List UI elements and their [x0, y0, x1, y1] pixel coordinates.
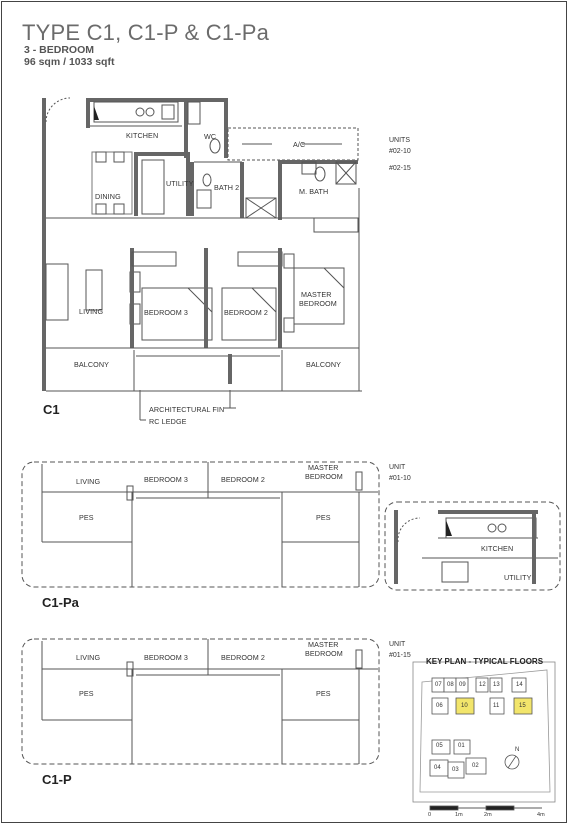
room-label-master-bedroom-line2: BEDROOM [299, 299, 337, 308]
plan-type-title: TYPE C1, C1-P & C1-Pa [22, 20, 270, 45]
room-label-bedroom2: BEDROOM 2 [224, 308, 269, 317]
floor-plan-sheet [1, 1, 567, 823]
bedroom-count: 3 - BEDROOM [24, 44, 95, 56]
key-stack-label: 12 [479, 682, 486, 688]
c1p-unit-item: #01-15 [389, 652, 411, 659]
room-label-wc: WC [204, 132, 217, 141]
key-stack-label: 11 [493, 703, 500, 709]
pa-room-label-living: LIVING [76, 477, 101, 486]
c1-unit-item: #02-10 [389, 148, 411, 155]
pa-room-label-pes-right: PES [316, 513, 331, 522]
key-stack-label: 07 [435, 682, 442, 688]
key-stack-label: 05 [436, 743, 443, 749]
room-label-utility: UTILITY [166, 179, 194, 188]
room-label-dining: DINING [95, 192, 121, 201]
c1p-unit-list [389, 639, 411, 661]
pa-room-label-master-line2: BEDROOM [305, 472, 343, 481]
pa-room-label-kitchen: KITCHEN [481, 544, 514, 553]
plan-name-c1: C1 [43, 402, 60, 417]
c1pa-unit-item: #01-10 [389, 475, 411, 482]
key-stack-label: 09 [459, 682, 466, 688]
key-stack-label: 14 [516, 682, 523, 688]
key-stack-label-highlighted: 10 [461, 703, 468, 709]
p-room-label-pes-right: PES [316, 689, 331, 698]
room-label-master-bedroom-line1: MASTER [301, 290, 332, 299]
key-stack-label: 02 [472, 763, 479, 769]
key-plan-title: KEY PLAN - TYPICAL FLOORS [426, 657, 544, 666]
key-stack-label: 08 [447, 682, 454, 688]
p-room-label-living: LIVING [76, 653, 101, 662]
pa-room-label-bedroom3: BEDROOM 3 [144, 475, 189, 484]
key-stack-label: 13 [493, 682, 500, 688]
room-label-balcony-left: BALCONY [74, 360, 110, 369]
p-room-label-master-line2: BEDROOM [305, 649, 343, 658]
scale-label: 4m [537, 812, 545, 818]
p-room-label-bedroom3: BEDROOM 3 [144, 653, 189, 662]
room-label-kitchen: KITCHEN [126, 131, 159, 140]
room-label-living: LIVING [79, 307, 104, 316]
key-stack-label: 03 [452, 767, 459, 773]
c1-units-title: UNITS [389, 137, 410, 144]
room-label-master-bath: M. BATH [299, 187, 329, 196]
scale-label: 2m [484, 812, 492, 818]
p-room-label-pes-left: PES [79, 689, 94, 698]
scale-label: 0 [428, 812, 432, 818]
key-stack-label-highlighted: 15 [519, 703, 526, 709]
p-room-label-bedroom2: BEDROOM 2 [221, 653, 266, 662]
plan-name-c1-p: C1-P [42, 772, 72, 787]
north-arrow-icon: N [515, 747, 520, 753]
pa-room-label-master-line1: MASTER [308, 463, 339, 472]
c1pa-unit-list [389, 462, 411, 484]
room-label-ac: A/C [293, 140, 306, 149]
unit-area: 96 sqm / 1033 sqft [24, 56, 115, 68]
room-label-bath2: BATH 2 [214, 183, 240, 192]
room-label-bedroom3: BEDROOM 3 [144, 308, 189, 317]
scale-label: 1m [455, 812, 463, 818]
pa-room-label-utility: UTILITY [504, 573, 532, 582]
key-stack-label: 04 [434, 765, 441, 771]
c1pa-units-title: UNIT [389, 464, 406, 471]
key-stack-label: 01 [458, 743, 465, 749]
key-stack-label: 06 [436, 703, 443, 709]
annotation-rc-ledge: RC LEDGE [149, 417, 187, 426]
c1-unit-item: #02-15 [389, 165, 411, 172]
c1p-units-title: UNIT [389, 641, 406, 648]
c1-unit-list [389, 135, 411, 174]
room-label-balcony-right: BALCONY [306, 360, 342, 369]
pa-room-label-bedroom2: BEDROOM 2 [221, 475, 266, 484]
p-room-label-master-line1: MASTER [308, 640, 339, 649]
plan-name-c1-pa: C1-Pa [42, 595, 79, 610]
c1-floor-plan-drawing [2, 2, 570, 828]
pa-room-label-pes-left: PES [79, 513, 94, 522]
annotation-architectural-fin: ARCHITECTURAL FIN [149, 405, 225, 414]
